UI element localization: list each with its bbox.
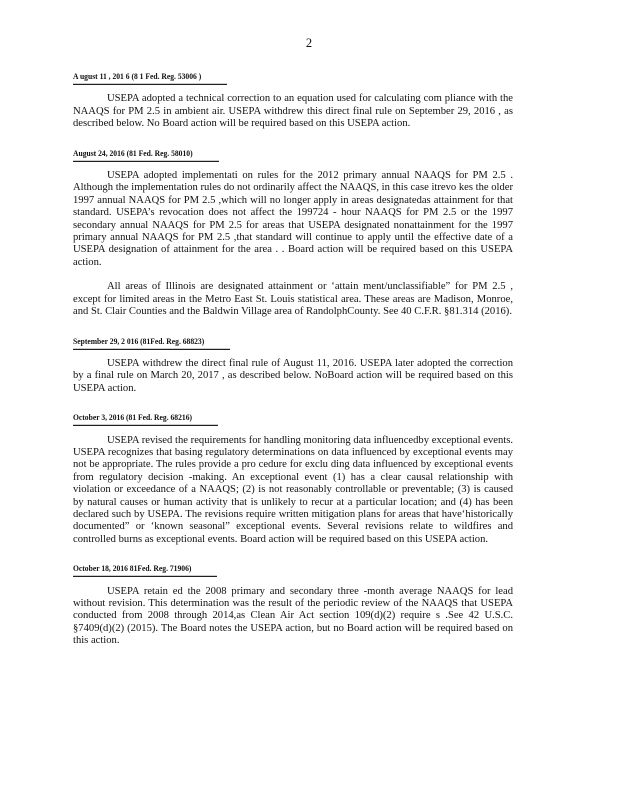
entry-paragraph: USEPA adopted implementati on rules for the 2012 primary annual NAAQS for PM 2.5 . Although the implementation rules do not ordinarily affect the NAAQS, in this case itrevo kes the older 1997 annual NAAQS for PM 2.5 ,which will no longer apply in areas designatedas attainment for that standard. USEPA’s revocation does not affect the 199724 - hour NAAQS for PM 2.5 or the 1997 secondary annual NAAQS for PM 2.5 for areas that USEPA designated nonattainment for the 1997 primary annual NAAQS for PM 2.5 ,that standard will continue to apply until the effective date of a USEPA designation of attainment for the area . . Board action will be required based on this USEPA action. (73, 170, 513, 268)
entry-paragraph: USEPA withdrew the direct final rule of August 11, 2016. USEPA later adopted the correction by a final rule on March 20, 2017 , as described below. NoBoard action will be required based on this USEPA action. (73, 357, 513, 394)
entry-paragraph: USEPA revised the requirements for handling monitoring data influencedby exceptional events. USEPA recognizes that basing regulatory determinations on data influenced by exceptional events may not be appropriate. The rules provide a pro cedure for exclu ding data influenced by exceptional events from regulatory decision -making. An exceptional event (1) has a clear causal relationship with violation or exceedance of a NAAQS; (2) is not reasonably controllable or preventable; (3) is caused by natural causes or human activity that is unlikely to recur at a particular location; and (4) has been declared such by USEPA. The revisions require written mitigation plans for areas that have‘historically documented” or ‘known seasonal” exceptional events. Several revisions relate to wildfires and controlled burns as exceptional events. Board action will be required based on this USEPA action. (73, 434, 513, 545)
entry-5 (73, 556, 513, 647)
entry-paragraph: USEPA adopted a technical correction to an equation used for calculating com pliance with the NAAQS for PM 2.5 in ambient air. USEPA withdrew this direct final rule on September 29, 2016 , as described below. No Board action will be required based on this USEPA action. (73, 93, 513, 130)
entry-paragraph: USEPA retain ed the 2008 primary and secondary three -month average NAAQS for lead without revision. This determination was the result of the periodic review of the NAAQS that USEPA conducted from 2008 through 2014,as Clean Air Act section 109(d)(2) require s .See 42 U.S.C. §7409(d)(2) (2015). The Board notes the USEPA action, but no Board action will be required based on this action. (73, 585, 513, 647)
entry-3 (73, 329, 513, 396)
entry-heading: August 24, 2016 (81 Fed. Reg. 58010) (73, 147, 219, 162)
entry-heading: October 18, 2016 81Fed. Reg. 71906) (73, 562, 217, 577)
entry-2 (73, 141, 513, 319)
entry-heading: September 29, 2 016 (81Fed. Reg. 68823) (73, 334, 230, 349)
entry-heading: October 3, 2016 (81 Fed. Reg. 68216) (73, 411, 218, 426)
entry-heading: A ugust 11 , 201 6 (8 1 Fed. Reg. 53006 ) (73, 70, 227, 85)
page-number: 2 (305, 36, 313, 50)
entry-paragraph: All areas of Illinois are designated attainment or ‘attain ment/unclassifiable” for PM 2.5 , except for limited areas in the Metro East St. Louis statistical area. These areas are Madison, Monroe, and St. Clair Counties and the Baldwin Village area of RandolphCounty. See 40 C.F.R. §81.314 (2016). (73, 281, 513, 318)
document-body (73, 72, 513, 648)
entry-4 (73, 405, 513, 546)
entry-1 (73, 72, 513, 131)
